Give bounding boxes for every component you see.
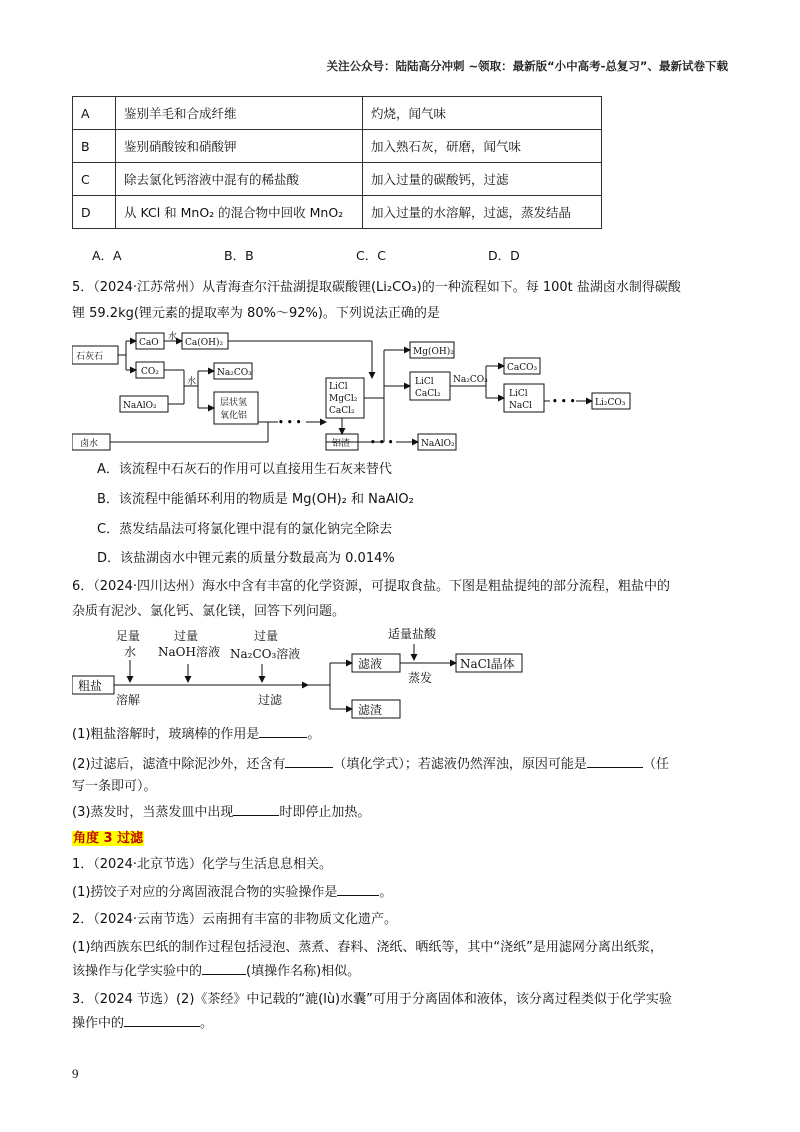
table-row: C 除去氯化钙溶液中混有的稀盐酸 加入过量的碳酸钙，过滤 [73,163,602,196]
answer-blank[interactable] [337,883,379,896]
section-heading: 角度 3 过滤 [73,831,144,846]
q6-stem-line2: 杂质有泥沙、氯化钙、氯化镁，回答下列问题。 [72,604,346,619]
answer-blank[interactable] [233,803,279,816]
svg-text:过滤: 过滤 [258,693,283,707]
answer-blank[interactable] [259,725,307,738]
svg-text:溶解: 溶解 [116,693,141,707]
f1-sub1: (1)捞饺子对应的分离固液混合物的实验操作是 。 [72,885,393,900]
svg-text:铝渣: 铝渣 [332,439,351,449]
q6-stem-line1: 6．（2024·四川达州）海水中含有丰富的化学资源，可提取食盐。下图是粗盐提纯的部分流程，粗盐中的 [72,579,670,594]
svg-text:MgCl₂: MgCl₂ [329,394,358,404]
q5-option-a[interactable]: A．该流程中石灰石的作用可以直接用生石灰来替代 [97,462,392,477]
svg-text:CO₂: CO₂ [141,367,159,377]
svg-text:Mg(OH)₂: Mg(OH)₂ [413,347,454,357]
svg-text:过量: 过量 [254,629,279,643]
q5-option-d[interactable]: D．该盐湖卤水中锂元素的质量分数最高为 0.014% [97,551,395,566]
svg-text:蒸发: 蒸发 [408,671,433,685]
svg-text:滤液: 滤液 [358,657,383,671]
table-row: B 鉴别硝酸铵和硝酸钾 加入熟石灰，研磨，闻气味 [73,130,602,163]
f2-stem: 2．（2024·云南节选）云南拥有丰富的非物质文化遗产。 [72,912,397,927]
svg-text:LiCl: LiCl [329,382,348,392]
q5-flowchart [72,330,642,454]
q6-flowchart [72,624,532,720]
q6-sub2-cont: 写一条即可）。 [72,779,157,794]
crude-salt-label: 粗盐 [78,679,103,693]
f3-line1: 3．（2024 节选）(2)《茶经》中记载的“漉(lù)水囊”可用于分离固体和液体，该分离过程类似于化学实验 [72,992,672,1007]
q5-option-b[interactable]: B．该流程中能循环利用的物质是 Mg(OH)₂ 和 NaAlO₂ [97,492,414,507]
page-number: 9 [72,1066,79,1081]
answer-blank[interactable] [587,755,643,768]
svg-text:水: 水 [124,645,137,659]
choice-a[interactable]: A．A [92,248,122,263]
svg-text:• • •: • • • [552,397,576,407]
svg-text:适量盐酸: 适量盐酸 [388,627,437,641]
choice-b[interactable]: B．B [224,248,254,263]
svg-text:Li₂CO₃: Li₂CO₃ [595,398,626,408]
q6-sub3: (3)蒸发时，当蒸发皿中出现 时即停止加热。 [72,805,371,820]
svg-text:NaCl晶体: NaCl晶体 [460,657,515,671]
svg-text:NaAlO₂: NaAlO₂ [123,401,157,411]
svg-text:卤水: 卤水 [80,439,99,449]
svg-text:• • •: • • • [278,418,302,428]
svg-text:氧化铝: 氧化铝 [220,411,248,421]
f2-sub1-line2: 该操作与化学实验中的 (填操作名称)相似。 [72,964,361,979]
page-header: 关注公众号：陆陆高分冲刺 ~领取：最新版“小中高考-总复习”、最新试卷下载 [326,59,728,73]
choice-c[interactable]: C．C [356,248,386,263]
svg-text:CaCl₂: CaCl₂ [415,389,441,399]
answer-blank[interactable] [202,962,246,975]
svg-text:Na₂CO₃: Na₂CO₃ [217,368,252,378]
q5-option-c[interactable]: C．蒸发结晶法可将氯化锂中混有的氯化钠完全除去 [97,522,393,537]
svg-text:Ca(OH)₂: Ca(OH)₂ [185,338,224,348]
answer-choices [92,246,620,264]
svg-text:NaCl: NaCl [509,401,533,411]
svg-text:• • •: • • • [370,438,394,448]
svg-text:层状氢: 层状氢 [220,398,248,408]
svg-text:CaCl₂: CaCl₂ [329,406,355,416]
f3-line2: 操作中的 。 [72,1016,214,1031]
table-row: D 从 KCl 和 MnO₂ 的混合物中回收 MnO₂ 加入过量的水溶解，过滤，蒸发结晶 [73,196,602,229]
svg-text:LiCl: LiCl [415,377,434,387]
svg-text:水: 水 [187,377,197,387]
answer-blank[interactable] [124,1014,200,1027]
table-row: A 鉴别羊毛和合成纤维 灼烧，闻气味 [73,97,602,130]
svg-text:Na₂CO₃: Na₂CO₃ [453,375,488,385]
answer-blank[interactable] [285,755,333,768]
q5-stem-line2: 锂 59.2kg(锂元素的提取率为 80%～92%)。下列说法正确的是 [72,306,440,321]
q5-stem-line1: 5．（2024·江苏常州）从青海查尔汗盐湖提取碳酸锂(Li₂CO₃)的一种流程如下。每 100t 盐湖卤水制得碳酸 [72,280,681,295]
svg-text:NaOH溶液: NaOH溶液 [158,645,220,659]
q6-sub2: (2)过滤后，滤渣中除泥沙外，还含有 （填化学式）；若滤液仍然浑浊，原因可能是 （任 [72,757,669,772]
svg-text:NaAlO₂: NaAlO₂ [421,439,455,449]
limestone-label: 石灰石 [76,352,104,362]
svg-text:CaCO₃: CaCO₃ [507,363,538,373]
f2-sub1-line1: (1)纳西族东巴纸的制作过程包括浸泡、蒸煮、舂料、浇纸、晒纸等，其中“浇纸”是用滤网分离出纸浆， [72,940,663,955]
svg-text:CaO: CaO [139,338,159,348]
svg-text:Na₂CO₃溶液: Na₂CO₃溶液 [230,647,301,661]
options-table [72,96,602,229]
svg-text:滤渣: 滤渣 [358,703,383,717]
svg-text:水: 水 [168,332,178,342]
q6-sub1: (1)粗盐溶解时，玻璃棒的作用是 。 [72,727,321,742]
svg-text:过量: 过量 [174,629,199,643]
f1-stem: 1．（2024·北京节选）化学与生活息息相关。 [72,857,332,872]
choice-d[interactable]: D．D [488,248,520,263]
svg-text:LiCl: LiCl [509,389,528,399]
svg-text:足量: 足量 [116,629,141,643]
